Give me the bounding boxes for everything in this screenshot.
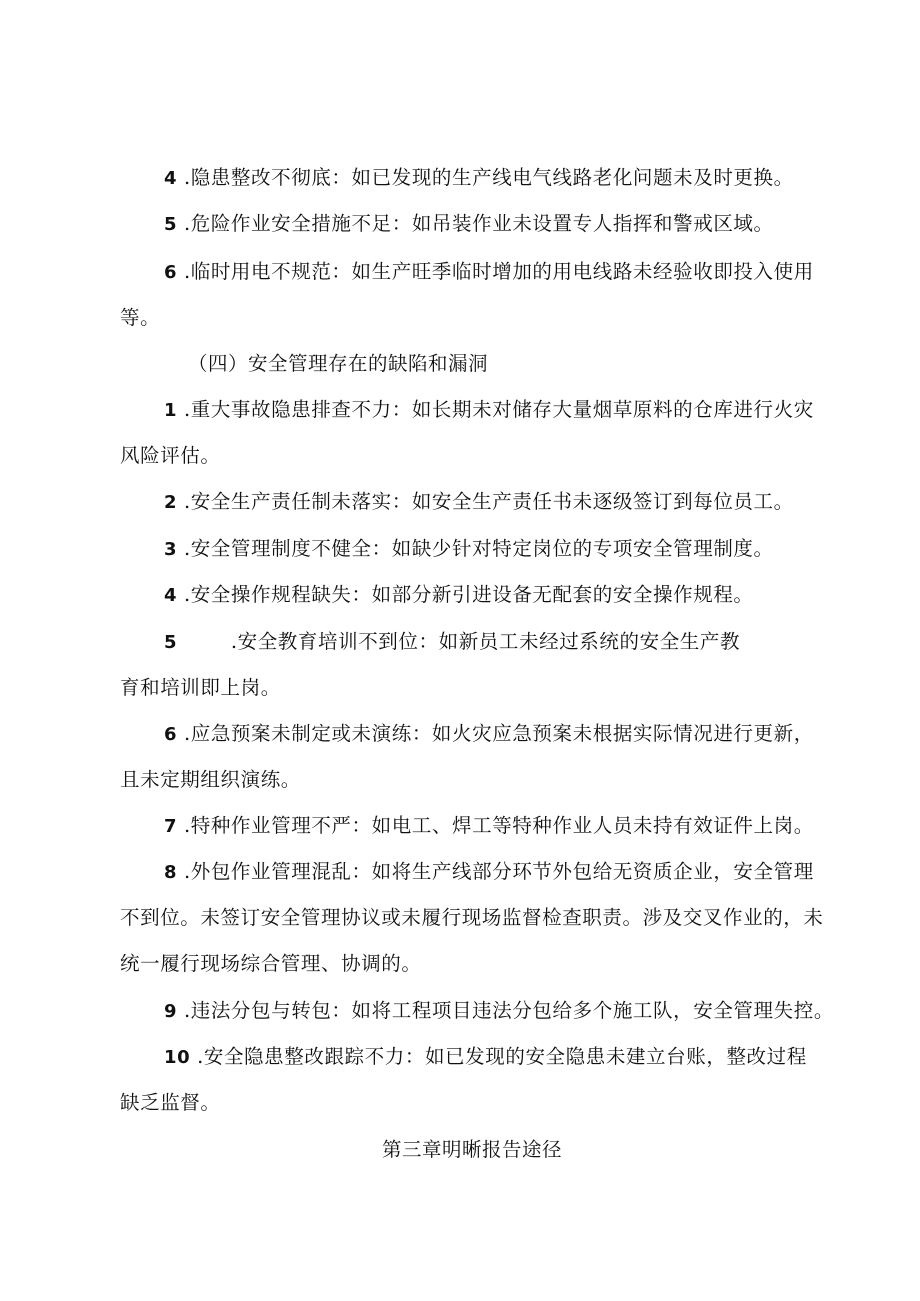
item-number: 9 (164, 1001, 178, 1022)
list-item (164, 630, 740, 655)
item-continuation: 缺乏监督。 (120, 1091, 221, 1114)
item-number: 2 (164, 492, 178, 513)
chapter-title: 第三章明晰报告途径 (382, 1138, 563, 1161)
item-continuation: 育和培训即上岗。 (120, 676, 281, 699)
item-continuation: 等。 (120, 306, 161, 329)
item-text: .安全管理制度不健全：如缺少针对特定岗位的专项安全管理制度。 (183, 537, 774, 560)
item-number: 1 (164, 400, 178, 421)
item-text: .隐患整改不彻底：如已发现的生产线电气线路老化问题未及时更换。 (183, 166, 794, 189)
list-item (164, 166, 794, 191)
item-continuation: 不到位。未签订安全管理协议或未履行现场监督检查职责。涉及交叉作业的，未 (120, 906, 824, 929)
item-number: 5 (164, 632, 178, 653)
item-number: 6 (164, 262, 178, 283)
item-number: 8 (164, 862, 178, 883)
item-number: 10 (164, 1047, 191, 1068)
section-heading: （四）安全管理存在的缺陷和漏洞 (188, 352, 489, 375)
list-item (164, 537, 774, 562)
item-number: 4 (164, 585, 178, 606)
list-item (164, 583, 754, 608)
item-continuation: 统一履行现场综合管理、协调的。 (120, 952, 422, 975)
item-text: .违法分包与转包：如将工程项目违法分包给多个施工队，安全管理失控。 (183, 999, 834, 1022)
item-continuation: 且未定期组织演练。 (120, 768, 301, 791)
item-text: .外包作业管理混乱：如将生产线部分环节外包给无资质企业，安全管理 (183, 860, 814, 883)
list-item (164, 814, 814, 839)
item-text: .重大事故隐患排查不力：如长期未对储存大量烟草原料的仓库进行火灾 (183, 398, 814, 421)
item-number: 3 (164, 539, 178, 560)
item-number: 6 (164, 724, 178, 745)
item-text: .安全操作规程缺失：如部分新引进设备无配套的安全操作规程。 (183, 583, 754, 606)
item-number: 7 (164, 816, 178, 837)
list-item (164, 860, 814, 885)
item-text: .危险作业安全措施不足：如吊装作业未设置专人指挥和警戒区域。 (183, 212, 774, 235)
item-continuation: 风险评估。 (120, 444, 221, 467)
item-text: .应急预案未制定或未演练：如火灾应急预案未根据实际情况进行更新， (183, 722, 814, 745)
list-item (164, 1045, 807, 1070)
item-text: .安全隐患整改跟踪不力：如已发现的安全隐患未建立台账，整改过程 (197, 1045, 807, 1068)
list-item (164, 490, 794, 515)
list-item (164, 260, 814, 285)
list-item (164, 398, 814, 423)
item-text: .安全生产责任制未落实：如安全生产责任书未逐级签订到每位员工。 (183, 490, 794, 513)
list-item (164, 999, 834, 1024)
list-item (164, 212, 774, 237)
item-text: .临时用电不规范：如生产旺季临时增加的用电线路未经验收即投入使用 (183, 260, 814, 283)
item-number: 4 (164, 168, 178, 189)
list-item (164, 722, 814, 747)
item-text: .安全教育培训不到位：如新员工未经过系统的安全生产教 (230, 630, 741, 653)
item-text: .特种作业管理不严：如电工、焊工等特种作业人员未持有效证件上岗。 (183, 814, 814, 837)
item-number: 5 (164, 214, 178, 235)
